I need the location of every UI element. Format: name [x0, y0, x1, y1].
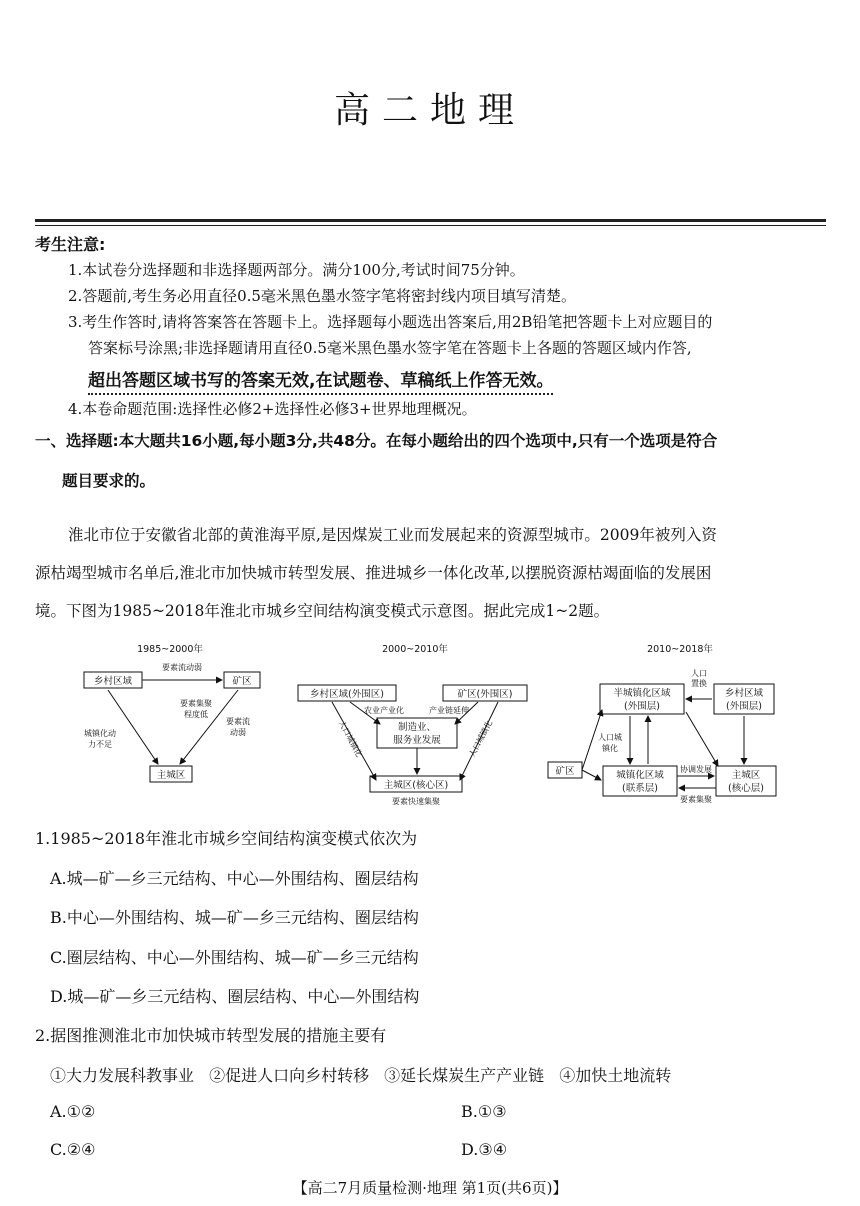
d3-main-label-2: (核心层)	[728, 783, 764, 794]
d3-semi-label-1: 半城镇化区域	[613, 688, 671, 699]
notice-item-3-cont: 答案标号涂黑;非选择题请用直径0.5毫米黑色墨水签字笔在答题卡上各题的答题区域内作答,	[88, 339, 692, 357]
d1-right-label-1: 要素流	[226, 717, 250, 726]
d1-top-label: 要素流动弱	[162, 663, 202, 672]
d3-urban-label-2: (联系层)	[622, 783, 658, 794]
d3-main-label-1: 主城区	[731, 770, 761, 781]
d2-period: 2000~2010年	[382, 644, 448, 655]
d1-period: 1985~2000年	[137, 644, 203, 655]
d3-urbanize-label-1: 人口城	[598, 733, 622, 742]
d3-replace-label-1: 人口	[691, 669, 707, 678]
d2-center-label-2: 服务业发展	[393, 735, 441, 746]
notice-item-3: 3.考生作答时,请将答案答在答题卡上。选择题每小题选出答案后,用2B铅笔把答题卡上对应题目的	[68, 313, 713, 331]
passage-line-3: 境。下图为1985~2018年淮北市城乡空间结构演变模式示意图。据此完成1~2题。	[35, 602, 610, 620]
d3-rural-label-1: 乡村区域	[724, 688, 764, 699]
d3-mine-label: 矿区	[555, 766, 575, 777]
question-1-option-d: D.城—矿—乡三元结构、圈层结构、中心—外围结构	[50, 987, 420, 1006]
d2-mine-label: 矿区(外围区)	[457, 689, 513, 700]
d3-replace-label-2: 置换	[691, 679, 707, 688]
passage-line-2: 源枯竭型城市名单后,淮北市加快城市转型发展、推进城乡一体化改革,以摆脱资源枯竭面临的发展困	[35, 564, 712, 582]
d2-rural-label: 乡村区域(外围区)	[310, 689, 384, 700]
notice-heading: 考生注意:	[35, 235, 106, 254]
question-2-stem: 2.据图推测淮北市加快城市转型发展的措施主要有	[35, 1026, 387, 1045]
question-2-option-b: B.①③	[461, 1102, 507, 1121]
header-rule	[35, 219, 826, 222]
section-line-2: 题目要求的。	[62, 472, 156, 490]
d2-left-label: 人口城镇化	[336, 719, 364, 759]
d1-right-label-2: 动弱	[230, 728, 246, 737]
d1-left-label-1: 城镇化动	[84, 729, 116, 738]
section-heading	[35, 421, 835, 501]
d3-semi-label-2: (外围层)	[624, 701, 660, 712]
d1-mid-label-2: 程度低	[184, 710, 208, 719]
d2-right-label: 人口城镇化	[467, 719, 495, 759]
notice-item-1: 1.本试卷分选择题和非选择题两部分。满分100分,考试时间75分钟。	[68, 261, 525, 279]
d3-urbanize-label-2: 镇化	[602, 744, 618, 753]
question-1-option-a: A.城—矿—乡三元结构、中心—外围结构、圈层结构	[50, 869, 419, 888]
question-1-option-c: C.圈层结构、中心—外围结构、城—矿—乡三元结构	[50, 948, 419, 967]
question-2-choices: ①大力发展科教事业 ②促进人口向乡村转移 ③延长煤炭生产产业链 ④加快土地流转	[50, 1066, 672, 1085]
question-1-stem: 1.1985~2018年淮北市城乡空间结构演变模式依次为	[35, 829, 418, 848]
question-2-option-c: C.②④	[50, 1140, 96, 1159]
spatial-structure-diagram	[70, 640, 790, 815]
d1-rural-label: 乡村区域	[93, 676, 133, 687]
d1-mid-label-1: 要素集聚	[180, 699, 212, 708]
d2-main-label: 主城区(核心区)	[383, 780, 449, 791]
d2-agri-label: 农业产业化	[364, 706, 404, 715]
header-rule-thin	[35, 225, 826, 226]
d3-period: 2010~2018年	[647, 644, 713, 655]
page-title: 高二地理	[333, 90, 526, 131]
section-line-1: 一、选择题:本大题共16小题,每小题3分,共48分。在每小题给出的四个选项中,只有一个选项是符合	[35, 432, 718, 450]
d3-coord-label: 协调发展	[680, 765, 712, 774]
d3-urban-label-1: 城镇化区域	[616, 770, 664, 781]
page-footer: 【高二7月质量检测·地理 第1页(共6页)】	[292, 1179, 568, 1197]
d1-main-label: 主城区	[156, 770, 186, 781]
question-1-option-b: B.中心—外围结构、城—矿—乡三元结构、圈层结构	[50, 908, 419, 927]
notice-item-2: 2.答题前,考生务必用直径0.5毫米黑色墨水签字笔将密封线内项目填写清楚。	[68, 287, 576, 305]
d2-center-label-1: 制造业、	[397, 722, 437, 733]
d1-mine-label: 矿区	[232, 676, 252, 687]
d1-left-label-2: 力不足	[88, 740, 112, 749]
notice-item-4: 4.本卷命题范围:选择性必修2+选择性必修3+世界地理概况。	[68, 400, 477, 418]
passage-line-1: 淮北市位于安徽省北部的黄淮海平原,是因煤炭工业而发展起来的资源型城市。2009年被列入资	[68, 526, 717, 544]
d3-rural-label-2: (外围层)	[726, 701, 762, 712]
d3-gather-label: 要素集聚	[680, 795, 712, 804]
d2-chain-label: 产业链延伸	[429, 706, 469, 715]
d2-bottom-label: 要素快速集聚	[392, 797, 440, 806]
question-2-option-d: D.③④	[461, 1140, 508, 1159]
notice-warning: 超出答题区域书写的答案无效,在试题卷、草稿纸上作答无效。	[88, 366, 553, 395]
question-2-option-a: A.①②	[50, 1102, 96, 1121]
